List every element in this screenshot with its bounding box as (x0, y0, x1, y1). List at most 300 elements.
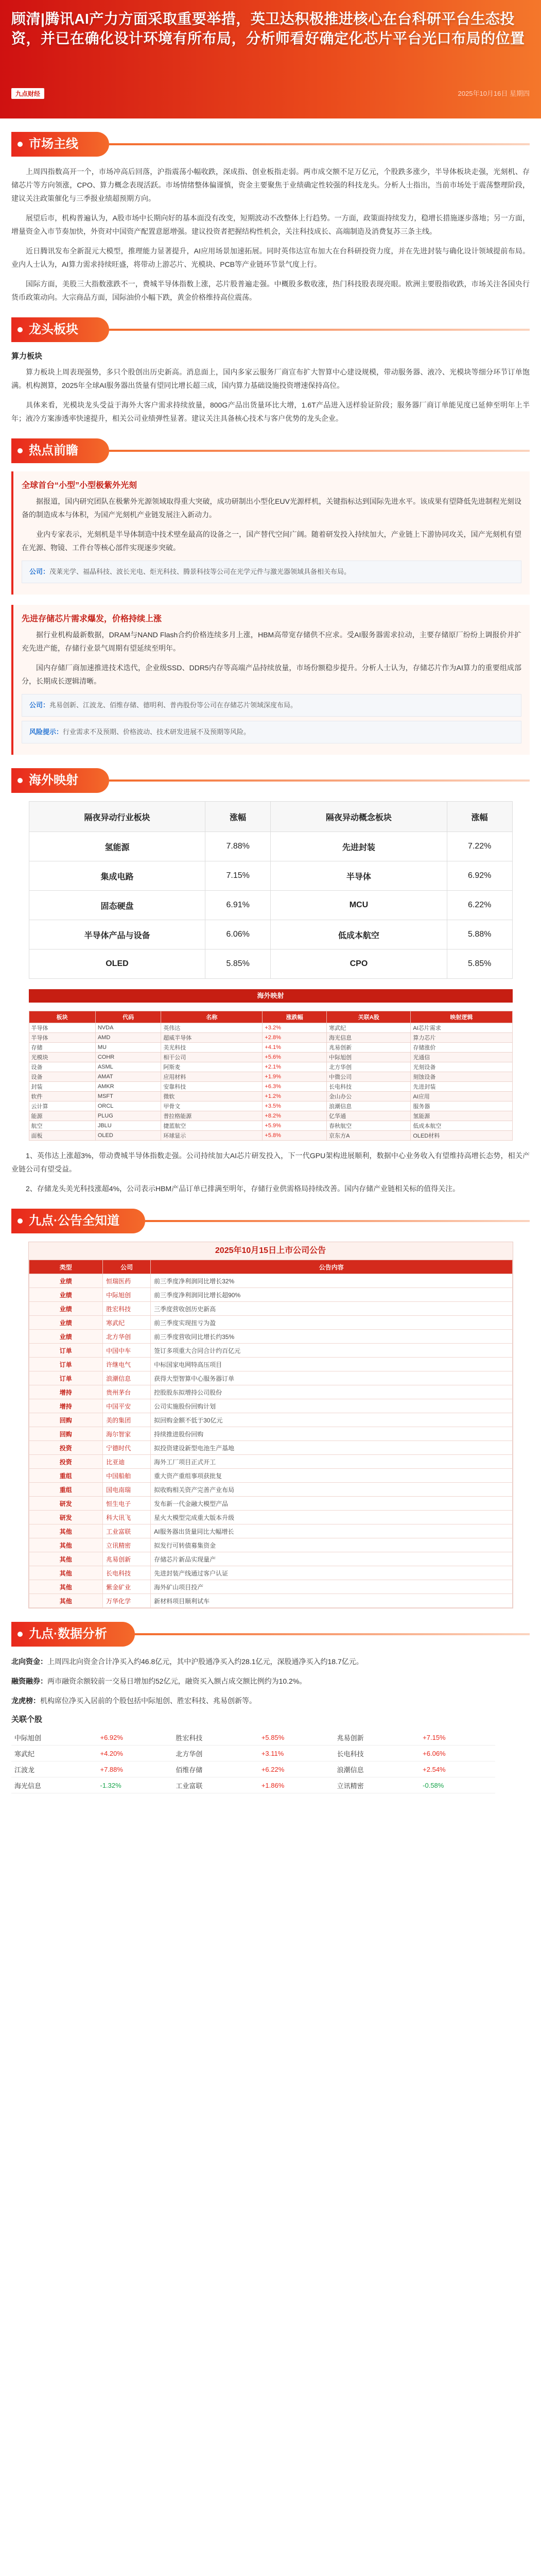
table-cell: 能源 (29, 1111, 95, 1121)
hot-card-title: 先进存储芯片需求爆发，价格持续上涨 (22, 615, 162, 623)
table-cell: 软件 (29, 1092, 95, 1101)
company-name: 万华化学 (103, 1594, 151, 1608)
announcement-title: 2025年10月15日上市公司公告 (29, 1242, 513, 1260)
paragraph: 展望后市，机构普遍认为，A股市场中长期向好的基本面没有改变，短期波动不改整体上行趋势。一方面，政策面持续发力，稳增长措施逐步落地；另一方面，增量资金入市节奏加快，外资对中国资产配置意愿增强。建议投资者把握结构性机会，关注科技成长、高端制造及消费复苏三条主线。 (11, 214, 530, 235)
table-cell: AMAT (95, 1072, 161, 1082)
stock-change: +7.88% (97, 1761, 173, 1777)
stock-change: -1.32% (97, 1777, 173, 1793)
stock-change: +5.85% (258, 1730, 334, 1745)
hero-header (0, 0, 541, 118)
change-value: 7.15% (205, 861, 271, 891)
sector-name: 氢能源 (29, 832, 205, 861)
note-label: 公司： (29, 701, 50, 709)
company-name: 美的集团 (103, 1413, 151, 1427)
quote-row (11, 1745, 495, 1761)
table-cell: +3.5% (263, 1101, 327, 1111)
announcement-content: 海外工厂项目正式开工 (151, 1455, 512, 1469)
sector-name: 半导体产品与设备 (29, 920, 205, 950)
change-value: 7.88% (205, 832, 271, 861)
change-value: 6.22% (447, 891, 512, 920)
company-name: 兆易创新 (103, 1552, 151, 1566)
table-cell: 普拉格能源 (161, 1111, 263, 1121)
table-cell: 英伟达 (161, 1023, 263, 1033)
announcement-content: 拟发行可转债募集资金 (151, 1538, 512, 1552)
concept-table-caption: 海外映射 (29, 989, 513, 1003)
table-row (29, 1023, 512, 1033)
overseas-movers-table (29, 801, 513, 979)
stock-change: +7.15% (420, 1730, 495, 1745)
table-row (29, 1371, 512, 1385)
table-row (29, 1524, 512, 1538)
section-title: 市场主线 (29, 137, 78, 151)
table-cell: 光通信 (411, 1053, 512, 1062)
table-cell: ORCL (95, 1101, 161, 1111)
table-cell: 安靠科技 (161, 1082, 263, 1092)
table-cell: 微软 (161, 1092, 263, 1101)
table-cell: 寒武纪 (327, 1023, 411, 1033)
divider (145, 1220, 530, 1222)
table-cell: 甲骨文 (161, 1101, 263, 1111)
paragraph: 上周四指数高开一个，市场冲高后回落，沪指震荡小幅收跌，深成指、创业板指走弱。两市成交额不足万亿元，个股跌多涨少，半导体板块走强，光刻机、存储芯片等方向领涨，CPO、算力概念表现活跃。市场情绪整体偏谨慎，资金主要聚焦于业绩确定性较强的科技龙头。分析人士指出，当前市场处于震荡整理阶段，建议关注政策催化与三季报业绩超预期方向。 (11, 167, 530, 202)
table-cell: 服务器 (411, 1101, 512, 1111)
table-cell: 光模块 (29, 1053, 95, 1062)
table-cell: PLUG (95, 1111, 161, 1121)
divider (109, 450, 530, 452)
column-header: 公司 (103, 1260, 151, 1274)
table-row (29, 1330, 512, 1344)
table-row (29, 920, 512, 950)
table-cell: 京东方A (327, 1131, 411, 1141)
table-row (29, 1344, 512, 1358)
announcement-type: 其他 (29, 1524, 103, 1538)
table-cell: 相干公司 (161, 1053, 263, 1062)
quote-row (11, 1761, 495, 1777)
note-label: 风险提示： (29, 728, 63, 736)
change-value: 5.88% (447, 920, 512, 950)
company-name: 科大讯飞 (103, 1511, 151, 1524)
table-row (29, 1594, 512, 1608)
column-header: 代码 (95, 1011, 161, 1023)
announcement-type: 其他 (29, 1552, 103, 1566)
table-cell: 氢能源 (411, 1111, 512, 1121)
announcement-content: 前三季度实现扭亏为盈 (151, 1316, 512, 1330)
paragraph: 算力板块上周表现强势，多只个股创出历史新高。消息面上，国内多家云服务厂商宣布扩大智算中心建设规模，带动服务器、液冷、光模块等细分环节订单饱满。机构测算，2025年全球AI服务器出货量有望同比增长超三成，国内算力基础设施投资增速保持高位。 (11, 368, 530, 389)
table-cell: +1.2% (263, 1092, 327, 1101)
table-cell: 春秋航空 (327, 1121, 411, 1131)
table-cell: +1.9% (263, 1072, 327, 1082)
company-name: 中国平安 (103, 1399, 151, 1413)
sector-name: CPO (270, 950, 447, 979)
column-header: 隔夜异动行业板块 (29, 802, 205, 832)
sector-name: MCU (270, 891, 447, 920)
announcement-content: 公司实施股份回购计划 (151, 1399, 512, 1413)
table-row (29, 1455, 512, 1469)
announcement-type: 回购 (29, 1413, 103, 1427)
quote-row (11, 1777, 495, 1793)
paragraph: 据行业机构最新数据，DRAM与NAND Flash合约价格连续多月上涨，HBM高带宽存储供不应求。受AI服务器需求拉动，主要存储原厂纷纷上调报价并扩充先进产能，存储行业景气周期有望延续至明年。 (22, 631, 521, 652)
column-header: 公告内容 (151, 1260, 512, 1274)
note-text: 行业需求不及预期、价格波动、技术研发进展不及预期等风险。 (63, 728, 251, 736)
paragraph: 2、存储龙头美光科技涨超4%，公司表示HBM产品订单已排满至明年，存储行业供需格局持续改善。国内存储产业链相关标的值得关注。 (26, 1184, 460, 1193)
table-row (29, 1053, 512, 1062)
table-cell: 半导体 (29, 1033, 95, 1043)
table-row (29, 1497, 512, 1511)
company-name: 浪潮信息 (103, 1371, 151, 1385)
announcement-type: 回购 (29, 1427, 103, 1441)
table-cell: 金山办公 (327, 1092, 411, 1101)
table-cell: 浪潮信息 (327, 1101, 411, 1111)
main-line-paragraphs (11, 165, 530, 304)
table-row (29, 861, 512, 891)
stock-name: 寒武纪 (11, 1745, 97, 1761)
announcement-type: 其他 (29, 1538, 103, 1552)
table-row (29, 950, 512, 979)
data-text: 上周四北向资金合计净买入约46.8亿元，其中沪股通净买入约28.1亿元，深股通净买入约18.7亿元。 (47, 1657, 363, 1666)
paragraph: 据报道，国内研究团队在极紫外光源领域取得重大突破，成功研制出小型化EUV光源样机，关键指标达到国际先进水平。该成果有望降低先进制程光刻设备的制造成本与体积，为国产光刻机产业链发展注入新动力。 (22, 497, 521, 519)
table-row (29, 1441, 512, 1455)
change-value: 6.06% (205, 920, 271, 950)
column-header: 关联A股 (327, 1011, 411, 1023)
paragraph: 近日腾讯发布全新混元大模型，推理能力显著提升，AI应用场景加速拓展。同时英伟达宣布加大在台科研投资力度，并在先进封装与确化设计领域提前布局。业内人士认为，AI算力需求持续旺盛，将带动上游芯片、光模块、PCB等产业链环节景气度上行。 (11, 247, 530, 268)
table-cell: 长电科技 (327, 1082, 411, 1092)
section-banner-main-line (11, 132, 530, 157)
announcement-type: 订单 (29, 1344, 103, 1358)
stock-name: 立讯精密 (334, 1777, 420, 1793)
announcement-type: 业绩 (29, 1302, 103, 1316)
hot-card-2 (11, 605, 530, 755)
announcement-content: 新材料项目顺利试车 (151, 1594, 512, 1608)
column-header: 隔夜异动概念板块 (270, 802, 447, 832)
company-name: 中国船舶 (103, 1469, 151, 1483)
divider (135, 1633, 530, 1635)
table-cell: MU (95, 1043, 161, 1053)
table-cell: AMD (95, 1033, 161, 1043)
table-row (29, 1385, 512, 1399)
announcement-content: 前三季度营收同比增长约35% (151, 1330, 512, 1344)
announcement-content: 前三季度净利润同比增长超90% (151, 1288, 512, 1302)
brand-logo: 九点财经 (11, 88, 44, 99)
announcement-content: 控股股东拟增持公司股份 (151, 1385, 512, 1399)
announcement-content: 星火大模型完成重大版本升级 (151, 1511, 512, 1524)
section-title: 海外映射 (29, 773, 78, 787)
note-text: 茂莱光学、福晶科技、波长光电、炬光科技、腾景科技等公司在光学元件与激光器领域具备相关布局。 (49, 568, 351, 575)
table-cell: JBLU (95, 1121, 161, 1131)
company-name: 中国中车 (103, 1344, 151, 1358)
announcement-type: 其他 (29, 1566, 103, 1580)
table-header-row (29, 1260, 512, 1274)
bullet-icon (18, 142, 23, 147)
announcement-type: 重组 (29, 1483, 103, 1497)
company-name: 恒生电子 (103, 1497, 151, 1511)
table-row (29, 1092, 512, 1101)
table-row (29, 1062, 512, 1072)
table-row (29, 1101, 512, 1111)
table-cell: 北方华创 (327, 1062, 411, 1072)
table-row (29, 1538, 512, 1552)
company-name: 工业富联 (103, 1524, 151, 1538)
table-row (29, 1399, 512, 1413)
data-line (11, 1674, 530, 1688)
announcement-type: 增持 (29, 1399, 103, 1413)
announcement-content: 签订多项重大合同合计约百亿元 (151, 1344, 512, 1358)
company-name: 许继电气 (103, 1358, 151, 1371)
concept-paragraphs (11, 1149, 530, 1195)
stock-name: 浪潮信息 (334, 1761, 420, 1777)
section-banner-hot (11, 438, 530, 463)
announcement-type: 订单 (29, 1371, 103, 1385)
section-banner-announce (11, 1209, 530, 1233)
table-row (29, 1033, 512, 1043)
article-body (0, 132, 541, 1793)
stock-name: 海光信息 (11, 1777, 97, 1793)
column-header: 名称 (161, 1011, 263, 1023)
table-cell: 设备 (29, 1062, 95, 1072)
bullet-icon (18, 1218, 23, 1224)
stock-change: +6.06% (420, 1745, 495, 1761)
table-row (29, 1121, 512, 1131)
table-cell: 低成本航空 (411, 1121, 512, 1131)
column-header: 涨跌幅 (263, 1011, 327, 1023)
stock-change: +6.22% (258, 1761, 334, 1777)
table-row (29, 1288, 512, 1302)
announcement-type: 业绩 (29, 1288, 103, 1302)
company-name: 长电科技 (103, 1566, 151, 1580)
table-row (29, 1511, 512, 1524)
table-row (29, 1072, 512, 1082)
dragon-paragraphs (11, 365, 530, 425)
announcement-content: 三季度营收创历史新高 (151, 1302, 512, 1316)
table-cell: +4.1% (263, 1043, 327, 1053)
table-cell: 中微公司 (327, 1072, 411, 1082)
note-text: 兆易创新、江波龙、佰维存储、德明利、普冉股份等公司在存储芯片领域深度布局。 (49, 701, 298, 709)
table-cell: 阿斯麦 (161, 1062, 263, 1072)
table-cell: 算力芯片 (411, 1033, 512, 1043)
section-title: 九点·公告全知道 (29, 1214, 119, 1228)
table-cell: MSFT (95, 1092, 161, 1101)
table-cell: 刻蚀设备 (411, 1072, 512, 1082)
announcement-content: 拟回购金额不低于30亿元 (151, 1413, 512, 1427)
announcement-type: 增持 (29, 1385, 103, 1399)
table-cell: 航空 (29, 1121, 95, 1131)
table-row (29, 1043, 512, 1053)
announcement-type: 研发 (29, 1497, 103, 1511)
table-cell: +6.3% (263, 1082, 327, 1092)
announcement-content: 持续推进股份回购 (151, 1427, 512, 1441)
stock-name: 江波龙 (11, 1761, 97, 1777)
table-header-row (29, 1011, 512, 1023)
table-row (29, 1302, 512, 1316)
announcement-content: 拟投资建设新型电池生产基地 (151, 1441, 512, 1455)
stock-name: 佰维存储 (172, 1761, 258, 1777)
announcement-content: 拟收购相关资产完善产业布局 (151, 1483, 512, 1497)
table-row (29, 1111, 512, 1121)
table-cell: 中际旭创 (327, 1053, 411, 1062)
related-companies-note (22, 561, 521, 583)
table-row (29, 1358, 512, 1371)
article-title: 顾清|腾讯AI产力方面采取重要举措，英卫达积极推进核心在台科研平台生态投资，并已在确化设计环境有所布局，分析师看好确定化芯片平台光口布局的位置 (11, 11, 525, 46)
table-row (29, 1469, 512, 1483)
section-title: 热点前瞻 (29, 444, 78, 457)
announcement-type: 业绩 (29, 1274, 103, 1288)
sector-name: 先进封装 (270, 832, 447, 861)
table-cell: +2.8% (263, 1033, 327, 1043)
change-value: 5.85% (447, 950, 512, 979)
announcement-content: 前三季度净利润同比增长32% (151, 1274, 512, 1288)
table-cell: 应用材料 (161, 1072, 263, 1082)
bullet-icon (18, 1632, 23, 1637)
hot-card-paragraphs (22, 495, 521, 554)
change-value: 5.85% (205, 950, 271, 979)
stock-name: 胜宏科技 (172, 1730, 258, 1745)
data-label: 龙虎榜： (11, 1697, 40, 1705)
table-cell: 设备 (29, 1072, 95, 1082)
section-title: 龙头板块 (29, 323, 78, 336)
sector-name: OLED (29, 950, 205, 979)
section-banner-overseas (11, 768, 530, 793)
table-cell: +5.9% (263, 1121, 327, 1131)
company-name: 恒瑞医药 (103, 1274, 151, 1288)
change-value: 7.22% (447, 832, 512, 861)
table-cell: +5.6% (263, 1053, 327, 1062)
table-row (29, 1566, 512, 1580)
stock-change: +4.20% (97, 1745, 173, 1761)
table-cell: +5.8% (263, 1131, 327, 1141)
quote-title: 关联个股 (11, 1715, 43, 1724)
announcement-type: 其他 (29, 1580, 103, 1594)
stock-name: 工业富联 (172, 1777, 258, 1793)
table-cell: 封装 (29, 1082, 95, 1092)
divider (109, 779, 530, 782)
related-companies-note (22, 694, 521, 717)
sector-name: 集成电路 (29, 861, 205, 891)
table-row (29, 1082, 512, 1092)
table-row (29, 1413, 512, 1427)
table-cell: +2.1% (263, 1062, 327, 1072)
table-cell: 环球显示 (161, 1131, 263, 1141)
table-cell: 海光信息 (327, 1033, 411, 1043)
company-name: 寒武纪 (103, 1316, 151, 1330)
column-header: 映射逻辑 (411, 1011, 512, 1023)
sector-name: 固态硬盘 (29, 891, 205, 920)
announcement-content: 重大资产重组事项获批复 (151, 1469, 512, 1483)
table-cell: 先进封装 (411, 1082, 512, 1092)
table-cell: 美光科技 (161, 1043, 263, 1053)
company-name: 北方华创 (103, 1330, 151, 1344)
data-text: 两市融资余额较前一交易日增加约52亿元，融资买入额占成交额比例约为10.2%。 (47, 1677, 307, 1685)
bullet-icon (18, 778, 23, 783)
announcement-content: 海外矿山项目投产 (151, 1580, 512, 1594)
hot-card-title: 全球首台“小型”小型极紫外光刻 (22, 481, 137, 490)
table-row (29, 891, 512, 920)
announcement-content: 获得大型智算中心服务器订单 (151, 1371, 512, 1385)
table-cell: 超威半导体 (161, 1033, 263, 1043)
table-cell: +3.2% (263, 1023, 327, 1033)
company-name: 贵州茅台 (103, 1385, 151, 1399)
table-cell: AMKR (95, 1082, 161, 1092)
paragraph: 国内存储厂商加速推进技术迭代，企业级SSD、DDR5内存等高端产品持续放量，市场份额稳步提升。分析人士认为，存储芯片作为AI算力的重要组成部分，长期成长逻辑清晰。 (22, 664, 521, 685)
table-cell: ASML (95, 1062, 161, 1072)
announcement-type: 业绩 (29, 1316, 103, 1330)
announcement-content: 发布新一代金融大模型产品 (151, 1497, 512, 1511)
sector-name: 半导体 (270, 861, 447, 891)
hot-card-1 (11, 471, 530, 595)
table-cell: OLED材料 (411, 1131, 512, 1141)
bullet-icon (18, 448, 23, 453)
change-value: 6.91% (205, 891, 271, 920)
note-label: 公司： (29, 568, 50, 575)
stock-quote-table (11, 1730, 495, 1793)
hot-card-paragraphs (22, 628, 521, 688)
column-header: 板块 (29, 1011, 95, 1023)
table-cell: 光刻设备 (411, 1062, 512, 1072)
data-analysis-lines (11, 1655, 530, 1707)
data-label: 融资融券： (11, 1677, 47, 1685)
stock-change: +6.92% (97, 1730, 173, 1745)
company-name: 中际旭创 (103, 1288, 151, 1302)
table-cell: 兆易创新 (327, 1043, 411, 1053)
stock-change: +2.54% (420, 1761, 495, 1777)
company-name: 宁德时代 (103, 1441, 151, 1455)
announcement-type: 投资 (29, 1455, 103, 1469)
table-cell: COHR (95, 1053, 161, 1062)
table-cell: 面板 (29, 1131, 95, 1141)
paragraph: 1、英伟达上涨超3%，带动费城半导体指数走强。公司持续加大AI芯片研发投入，下一代GPU架构进展顺利，数据中心业务收入有望维持高增长态势，相关产业链公司有望受益。 (11, 1151, 530, 1173)
table-cell: AI应用 (411, 1092, 512, 1101)
divider (109, 329, 530, 331)
announcement-content: 存储芯片新品实现量产 (151, 1552, 512, 1566)
stock-name: 长电科技 (334, 1745, 420, 1761)
paragraph: 业内专家表示，光刻机是半导体制造中技术壁垒最高的设备之一，国产替代空间广阔。随着研发投入持续加大，产业链上下游协同攻关，国产光刻机有望在光源、物镜、工件台等核心部件实现逐步突破。 (22, 530, 521, 552)
data-label: 北向资金： (11, 1657, 47, 1666)
announcement-type: 研发 (29, 1511, 103, 1524)
table-row (29, 832, 512, 861)
column-header: 类型 (29, 1260, 103, 1274)
company-name: 国电南瑞 (103, 1483, 151, 1497)
table-cell: 捷蓝航空 (161, 1121, 263, 1131)
stock-name: 兆易创新 (334, 1730, 420, 1745)
stock-change: -0.58% (420, 1777, 495, 1793)
table-cell: +8.2% (263, 1111, 327, 1121)
announcement-panel (28, 1242, 513, 1608)
company-name: 比亚迪 (103, 1455, 151, 1469)
company-name: 立讯精密 (103, 1538, 151, 1552)
table-header-row (29, 802, 512, 832)
section-banner-dragon (11, 317, 530, 342)
announcement-content: AI服务器出货量同比大幅增长 (151, 1524, 512, 1538)
table-row (29, 1427, 512, 1441)
column-header: 涨幅 (447, 802, 512, 832)
data-line (11, 1655, 530, 1668)
sector-name: 低成本航空 (270, 920, 447, 950)
announcement-type: 订单 (29, 1358, 103, 1371)
announcement-content: 中标国家电网特高压项目 (151, 1358, 512, 1371)
company-name: 紫金矿业 (103, 1580, 151, 1594)
section-banner-data (11, 1622, 530, 1647)
table-cell: NVDA (95, 1023, 161, 1033)
table-cell: AI芯片需求 (411, 1023, 512, 1033)
table-cell: OLED (95, 1131, 161, 1141)
announcement-type: 投资 (29, 1441, 103, 1455)
announcement-type: 其他 (29, 1594, 103, 1608)
change-value: 6.92% (447, 861, 512, 891)
table-row (29, 1580, 512, 1594)
risk-note (22, 721, 521, 743)
table-cell: 半导体 (29, 1023, 95, 1033)
table-cell: 亿华通 (327, 1111, 411, 1121)
announcement-content: 先进封装产线通过客户认证 (151, 1566, 512, 1580)
publish-date: 2025年10月16日 星期四 (458, 90, 530, 97)
data-line (11, 1694, 530, 1707)
